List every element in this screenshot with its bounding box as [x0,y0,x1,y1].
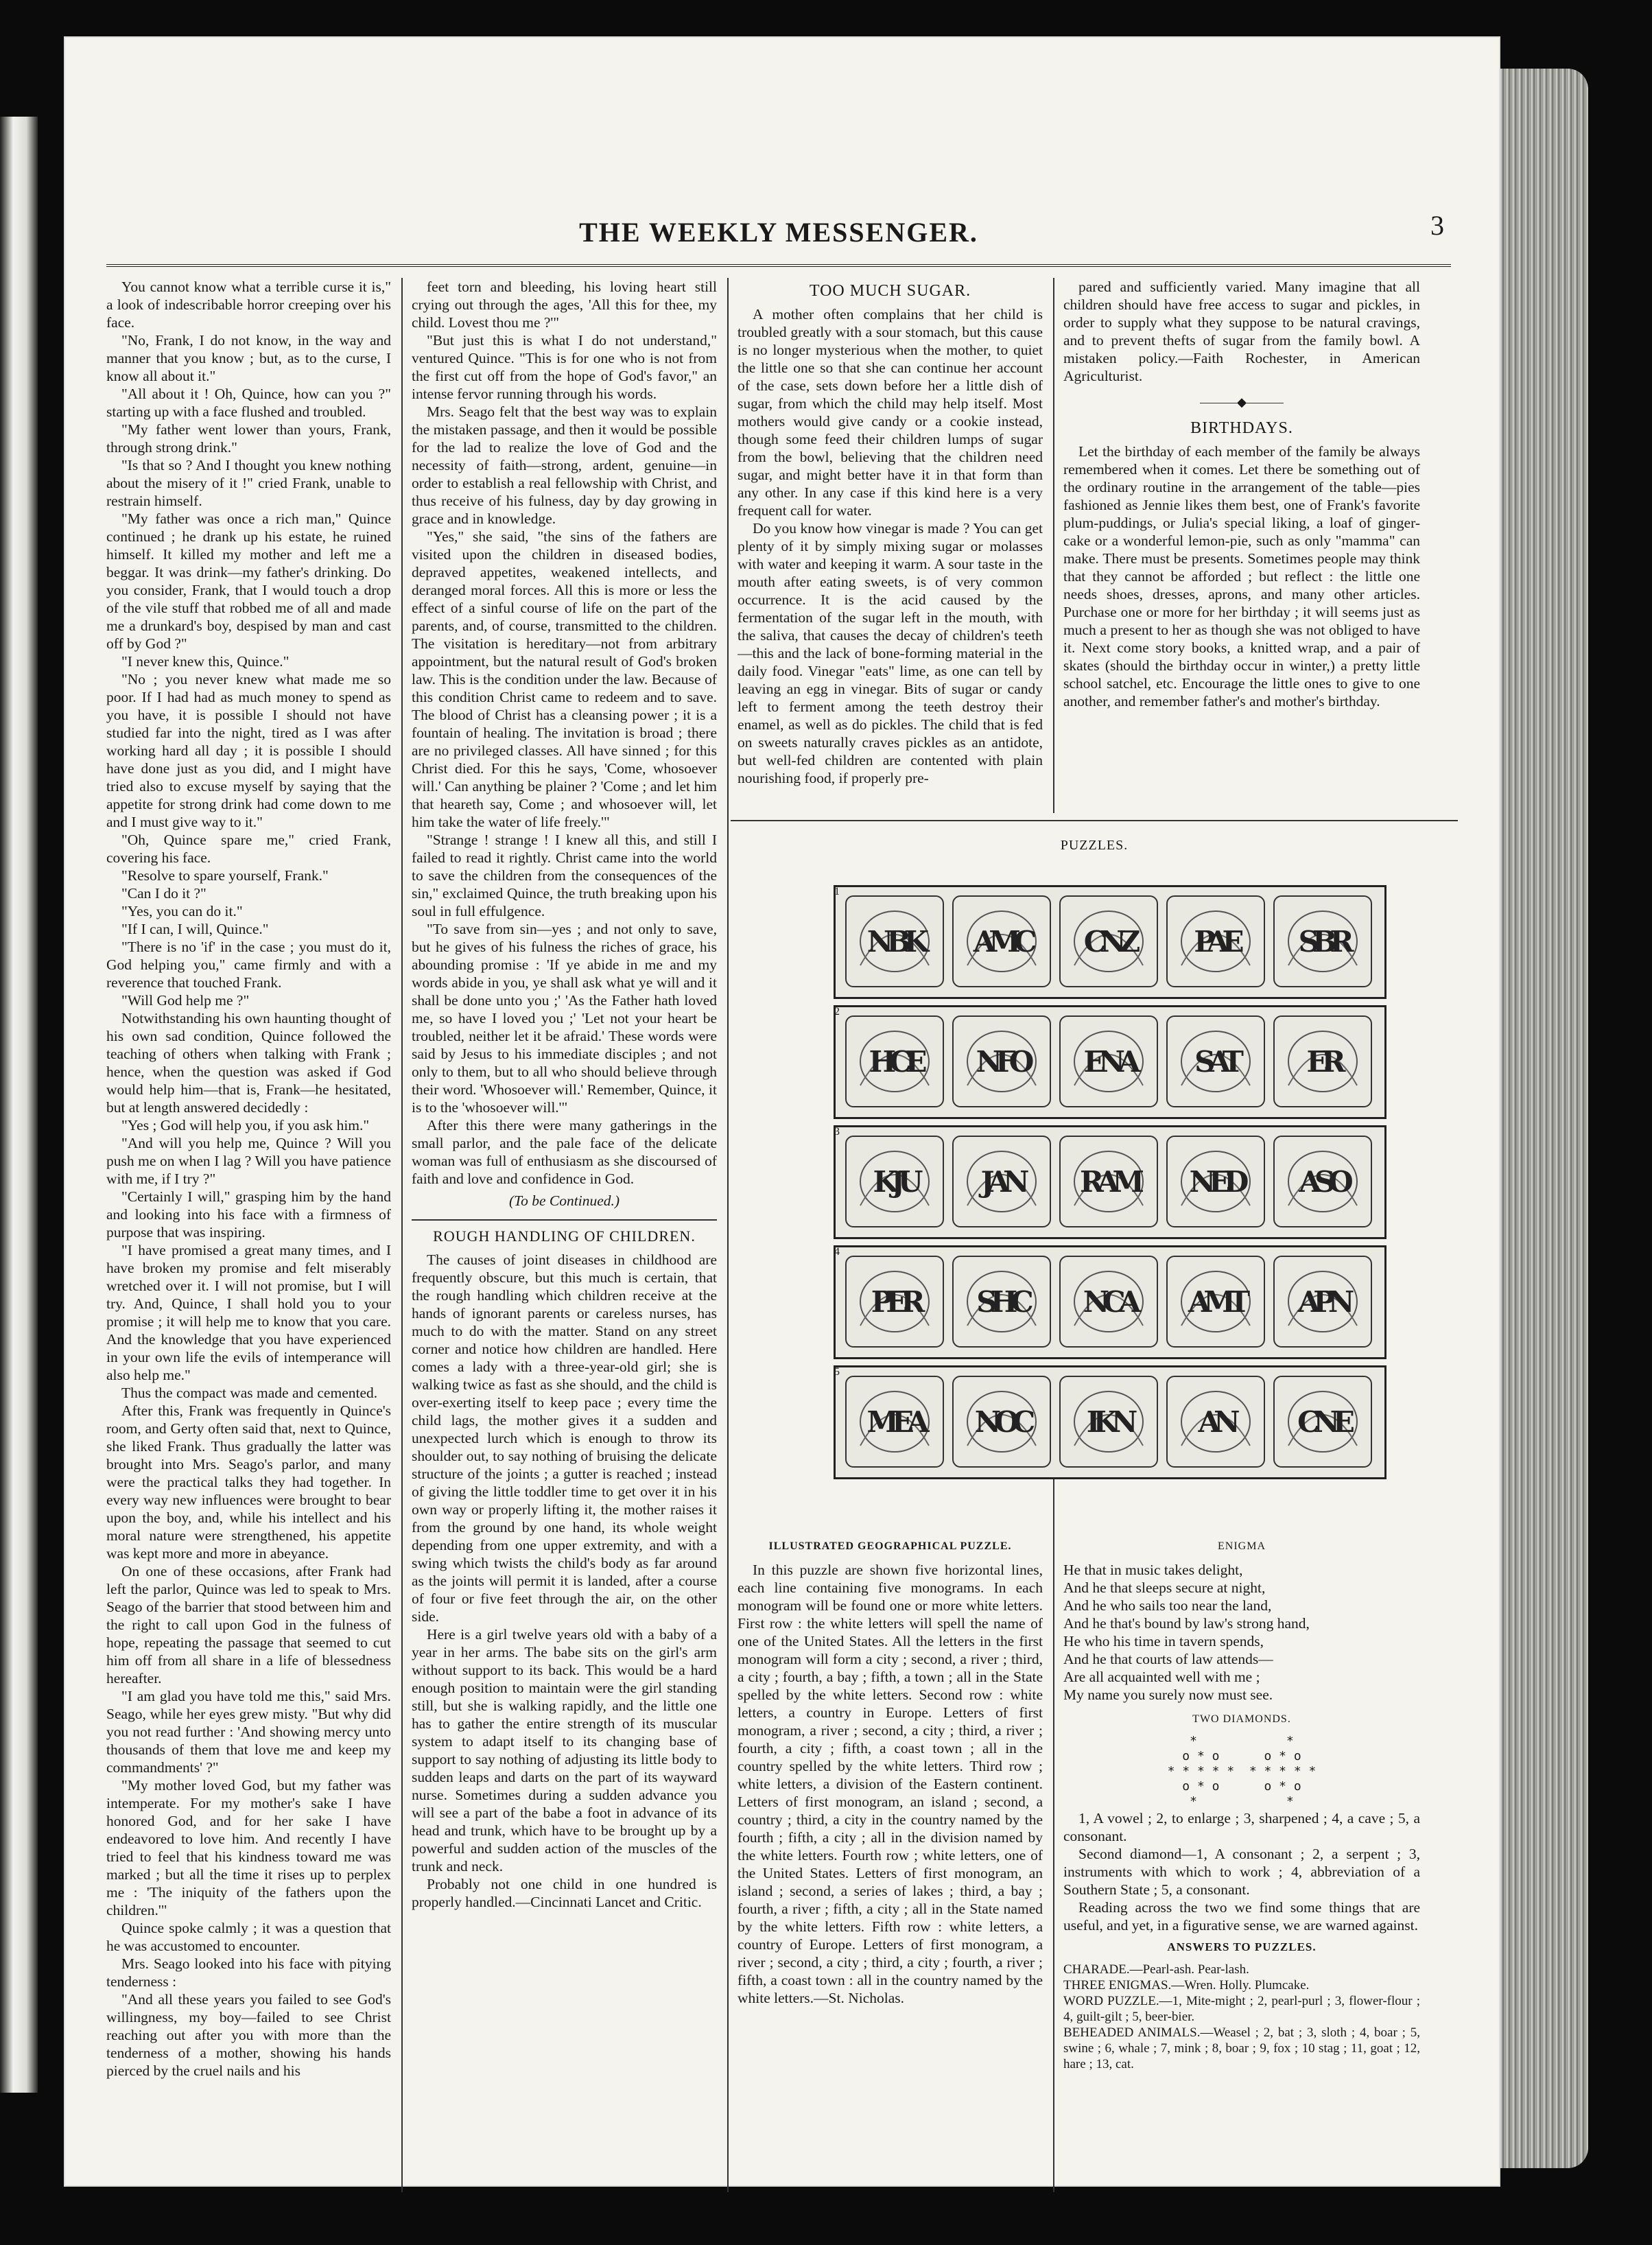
enigma-line: And he that's bound by law's strong hand, [1063,1615,1310,1632]
monogram-letters: MEA [866,1404,923,1439]
story-paragraph: Mrs. Seago looked into his face with pitying tenderness : [106,1955,391,1990]
puzzle-row-number: 3 [834,1126,840,1138]
story-paragraph: Quince spoke calmly ; it was a question that he was accustomed to encounter. [106,1920,391,1954]
answer-item: WORD PUZZLE.—1, Mite-might ; 2, pearl-purl ; 3, flower-flour ; 4, guilt-gilt ; 5, beer-bier. [1063,1994,1420,2024]
monogram-letters: ENA [1083,1044,1134,1079]
story-paragraph: "And all these years you failed to see God's willingness, my boy—failed to see Christ reaching out after you with more than the tenderness of a mother, showing his hands pierced by the cruel nails and his [106,1991,391,2079]
diamond-line: * * [1190,1734,1294,1748]
puzzle-row-number: 4 [834,1246,840,1258]
monogram-letters: CNZ [1083,924,1134,959]
story-paragraph: "Yes," she said, "the sins of the fathers are visited upon the children in diseased bodies, depraved appetites, weakened intellects, and deranged moral forces. All this is more or less the effect of a sinful course of life on the part of the parents, and, of course, transmitted to the children. The visitation is hereditary—not from arbitrary appointment, but the natural result of God's broken law. This is the condition under the law. Because of this condition Christ came to redeem and to save. The blood of Christ has a cleansing power ; it is a fountain of healing. The invitation is broad ; there are no privileged classes. All have sinned ; for this Christ died. For this he says, 'Come, whosoever will.' Can anything be plainer ? 'Come ; and let him that heareth say, Come ; and whosoever will, let him take the water of life freely.'" [412,528,717,830]
answers-title: ANSWERS TO PUZZLES. [1167,1940,1317,1953]
monogram [1273,1376,1372,1468]
story-paragraph: On one of these occasions, after Frank had left the parlor, Quince was led to speak to Mrs. Seago of the barrier that stood between him and the right to call upon God in the fulness of hope, repeating the passage that seemed to cut him off from all share in a life of blessedness hereafter. [106,1563,391,1686]
column-2 [412,278,717,2185]
story-paragraph: "But just this is what I do not understand," ventured Quince. "This is for one who is not from the first cut off from the hope of God's favor," an intense fervor running through his words. [412,332,717,402]
diamond-clues [1063,1809,1420,1934]
enigma-title: ENIGMA [1218,1540,1266,1552]
monogram-letters: JAN [980,1164,1023,1199]
monogram [1059,1376,1158,1468]
story-paragraph: "Certainly I will," grasping him by the hand and looking into his face with a firmness of purpose that was inspiring. [106,1188,391,1241]
puzzle-row-number: 1 [834,886,840,897]
monogram [1273,1015,1372,1107]
puzzle-row [834,885,1386,999]
enigma-line: My name you surely now must see. [1063,1686,1273,1703]
story-paragraph: "Resolve to spare yourself, Frank." [121,867,329,884]
too-much-sugar-title: TOO MUCH SUGAR. [809,282,971,300]
enigma-poem [1063,1561,1420,1704]
monogram-letters: SHC [976,1284,1027,1319]
monogram-letters: SBR [1298,924,1347,959]
monogram [1059,1136,1158,1227]
rough-handling-title: ROUGH HANDLING OF CHILDREN. [433,1227,696,1245]
enigma-line: He that in music takes delight, [1063,1562,1243,1578]
article-paragraph: pared and sufficiently varied. Many imagine that all children should have free access to sugar and pickles, in order to supply what they suppose to be natural cravings, and to prevent thefts of sugar from the family bowl. A mistaken policy.—Faith Rochester, in American Agriculturist. [1063,279,1420,384]
monogram [1166,1136,1265,1227]
puzzle-row-number: 2 [834,1006,840,1018]
monogram [845,1136,944,1227]
monogram-letters: NED [1189,1164,1242,1199]
enigma-line: Are all acquainted well with me ; [1063,1669,1260,1685]
answers-list [1063,1962,1420,2072]
sugar-article-end [1063,278,1420,385]
story-paragraph: "No ; you never knew what made me so poor. If I had had as much money to spend as you have, it is possible I should not have studied far into the night, tired as I was after working hard all day ; it is possible I should have done just as you did, and I might have tried also to excuse myself by saying that the appetite for strong drink had come down to me and I must give way to it." [106,671,391,830]
too-much-sugar-article [738,305,1043,787]
puzzles-top-rule [731,820,1458,821]
story-paragraph: After this, Frank was frequently in Quince's room, and Gerty often said that, next to Quince, she liked Frank. Thus gradually the latter was brought into Mrs. Seago's parlor, and many were the practical talks they had together. In every way new influences were brought to bear upon the boy, and, while his intellect and his moral nature were strengthened, his appetite was kept more and more in abeyance. [106,1402,391,1562]
story-paragraph: "If I can, I will, Quince." [121,921,269,937]
story-paragraph: "I never knew this, Quince." [121,653,290,670]
monogram [845,1256,944,1348]
story-paragraph: You cannot know what a terrible curse it is," a look of indescribable horror creeping over his face. [106,279,391,331]
rough-handling-article [412,1251,717,1911]
monogram [1273,895,1372,987]
page-header [106,196,1451,267]
story-paragraph: Thus the compact was made and cemented. [121,1385,378,1401]
monogram-letters: HCE [869,1044,921,1079]
story-paragraph: "No, Frank, I do not know, in the way and manner that you know ; but, as to the curse, I know all about it." [106,332,391,384]
story-paragraph: "Yes, you can do it." [121,903,243,919]
story-paragraph: "Is that so ? And I thought you knew nothing about the misery of it !" cried Frank, unable to restrain himself. [106,457,391,509]
monogram-letters: APN [1297,1284,1348,1319]
to-be-continued: (To be Continued.) [508,1192,620,1209]
story-paragraph: "My mother loved God, but my father was intemperate. For my mother's sake I have honored God, and for her sake I have endeavored to love him. And recently I have tried to feel that his kindness toward me was marked ; but all the time it rises up to perplex me : 'The iniquity of the fathers upon the children.'" [106,1777,391,1918]
enigma-column [1063,1533,1420,2185]
story-paragraph: Notwithstanding his own haunting thought of his own sad condition, Quince followed the teaching of others when talking with Frank ; hence, when the question was asked if God would help him—that is, Frank—he hesitated, but at length answered decidedly : [106,1010,391,1116]
column-rule-3 [1053,278,1054,813]
page-number: 3 [1430,210,1444,241]
monogram [1059,1015,1158,1107]
monogram [1166,895,1265,987]
story-paragraph: "My father was once a rich man," Quince continued ; he drank up his estate, he ruined himself. It killed my mother and left me a beggar. It was drink—my father's drinking. Do you consider, Frank, that I would touch a drop of the vile stuff that robbed me of all and made me a drunkard's boy, despised by man and cast off by God ?" [106,510,391,652]
two-diamonds-title: TWO DIAMONDS. [1192,1713,1291,1725]
monogram [845,895,944,987]
puzzles-title: PUZZLES. [1060,838,1129,853]
monogram [952,895,1051,987]
monogram-letters: ASO [1299,1164,1347,1199]
monogram [845,1015,944,1107]
birthdays-article: Let the birthday of each member of the family be always remembered when it comes. Let there be something out of the ordinary routine in the arrangement of the table—pies fashioned as Jennie likes them best, one of Frank's favorite plum-puddings, or Julia's special liking, a loaf of ginger-cake or a wonderful lemon-pie, such as only "mamma" can make. There must be presents. Sometimes people may think that they cannot be afforded ; but reflect : the little one needs shoes, dresses, aprons, and many other articles. Purchase one or more for her birthday ; it will seems just as much a present to her as though she was not obliged to have it. Next come story books, a knitted wrap, and a pair of skates (should the birthday occur in winter,) a pretty little school satchel, etc. Encourage the little ones to give to one another, and remember father's and mother's birthday. [1063,443,1420,709]
diamond-line: * * [1190,1794,1294,1809]
geo-puzzle-title: ILLUSTRATED GEOGRAPHICAL PUZZLE. [768,1540,1012,1552]
enigma-line: He who his time in tavern spends, [1063,1633,1264,1649]
monogram-letters: RAM [1080,1164,1137,1199]
puzzle-row [834,1005,1386,1119]
story-paragraph: Mrs. Seago felt that the best way was to explain the mistaken passage, and then it would be possible for the lad to realize the love of God and the necessity of faith—strong, ardent, genuine—in order to establish a real fellowship with Christ, and thus receive of his fulness, day by day growing in grace and in knowledge. [412,403,717,527]
monogram-letters: NBK [866,924,923,959]
story-paragraph: "I have promised a great many times, and I have broken my promise and felt miserably wretched over it. I will not promise, but I will try. And, Quince, I shall hold you to your promise ; it will help me to know that you care. And the knowledge that you have experienced in your own life the evils of intemperance will also help me." [106,1242,391,1383]
monogram-puzzle-illustration [834,885,1382,1503]
puzzle-row [834,1365,1386,1479]
article-paragraph: The causes of joint diseases in childhood are frequently obscure, but this much is certain, that the rough handling which children receive at the hands of ignorant parents or careless nurses, has much to do with the matter. Stand on any street corner and notice how children are handled. Here comes a lady with a three-year-old girl; she is walking twice as fast as she should, and the child is over-exerting itself to keep pace ; every time the child lags, the mother gives it a sudden and unexpected lurch which is enough to throw its shoulder out, to say nothing of bruising the delicate structure of the joints ; a gutter is reached ; instead of giving the little toddler time to get over it in his own way or properly lifting it, the mother raises it from the ground by one hand, its whole weight depending from one upper extremity, and with a swing which twists the child's body as far around as the joints will permit it is landed, after a course of four or five feet through the air, on the other side. [412,1251,717,1625]
diamond-line: o * o o * o [1182,1749,1301,1763]
story-paragraph: "All about it ! Oh, Quince, how can you ?" starting up with a face flushed and troubled. [106,386,391,420]
puzzle-row [834,1125,1386,1239]
story-paragraph: "To save from sin—yes ; and not only to save, but he gives of his fulness the riches of grace, his abounding promise : 'If ye abide in me and my words abide in you, ye shall ask what ye will and it shall be done unto you ;' 'As the Father hath loved me, so have I loved you ;' 'Let not your heart be troubled, neither let it be afraid.' These words were said by Jesus to his immediate disciples ; and not only to them, but to all who should believe through their word. 'Whosoever will.' Remember, Quince, it is to the 'whosoever will.'" [412,921,717,1116]
diamond-line: o * o o * o [1182,1779,1301,1794]
geo-puzzle-text: In this puzzle are shown five horizontal lines, each line containing five monograms. In each monogram will be found one or more white letters. First row : the white letters will spell the name of one of the United States. All the letters in the first monogram will form a city ; second, a river ; third, a city ; fourth, a bay ; fifth, a town ; all in the State spelled by the white letters. Second row : white letters, a country in Europe. Letters of first monogram, a river ; second, a city ; third, a river ; fourth, a city ; fifth, a coast town ; all in the country spelled by the white letters. Third row ; white letters, a division of the Eastern continent. Letters of first monogram, an island ; second, a country ; third, a city in the country named by the fourth ; fifth, a city ; all in the division named by the white letters. Fourth row ; white letters, one of the United States. Letters of first monogram, an island ; second, a series of lakes ; third, a bay ; fourth, a river ; fifth, a city ; all in the State named by the white letters. Fifth row : white letters, a country of Europe. Letters of first monogram, a river ; second, a city ; third, a city ; fourth, a river ; fifth, a coast town : all in the country named by the white letters.—St. Nicholas. [738,1562,1043,2006]
monogram [1273,1256,1372,1348]
story-paragraph: "And will you help me, Quince ? Will you push me on when I lag ? Will you have patience with me, if I try ?" [106,1135,391,1187]
story-paragraph: feet torn and bleeding, his loving heart still crying out through the ages, 'All this for thee, my child. Lovest thou me ?'" [412,279,717,331]
story-paragraph: "There is no 'if' in the case ; you must do it, God helping you," came firmly and with a reverence that touched Frank. [106,939,391,991]
story-paragraph: "My father went lower than yours, Frank, through strong drink." [106,421,391,456]
puzzle-row [834,1245,1386,1359]
answer-item: CHARADE.—Pearl-ash. Pear-lash. [1063,1962,1249,1977]
monogram-letters: NCA [1083,1284,1135,1319]
monogram-letters: NOC [974,1404,1029,1439]
birthdays-title: BIRTHDAYS. [1190,419,1293,437]
article-paragraph: Here is a girl twelve years old with a baby of a year in her arms. The babe sits on the girl's arm without support to its back. This would be a hard enough position to maintain were the girl standing still, but she is walking rapidly, and the little one has to gather the entire strength of its muscular system to adapt itself to its changing base of support to say nothing of adjusting its little body to sudden leaps and darts on the part of its wayward nurse. Sometimes during a sudden advance you will see a part of the babe a foot in advance of its head and trunk, which have to be brought up by a powerful and sudden action of the muscles of the trunk and neck. [412,1626,717,1874]
monogram-letters: AN [1198,1404,1234,1439]
monogram [952,1376,1051,1468]
monogram [1059,1256,1158,1348]
masthead-title: THE WEEKLY MESSENGER. [579,217,978,248]
diamond-figure [1063,1734,1420,1809]
diamond-clue: 1, A vowel ; 2, to enlarge ; 3, sharpened ; 4, a cave ; 5, a consonant. [1063,1810,1420,1844]
monogram [1166,1376,1265,1468]
diamond-clue: Reading across the two we find some things that are useful, and yet, in a figurative sense, we are warned against. [1063,1899,1420,1933]
column-4 [1063,278,1420,813]
column-rule-2 [727,278,729,2192]
puzzle-row-number: 5 [834,1366,840,1378]
previous-page-edge [0,117,38,2093]
enigma-line: And he that courts of law attends— [1063,1651,1273,1667]
answer-item: BEHEADED ANIMALS.—Weasel ; 2, bat ; 3, sloth ; 4, boar ; 5, swine ; 6, whale ; 7, mink ; 8, boar ; 9, fox ; 10 stag ; 11, goat ; 12, hare ; 13, cat. [1063,2025,1420,2071]
story-paragraph: "Will God help me ?" [121,992,250,1009]
story-paragraph: "Can I do it ?" [121,885,206,902]
monogram [952,1015,1051,1107]
monogram [1059,895,1158,987]
monogram-letters: SAT [1194,1044,1237,1079]
monogram-letters: NFO [976,1044,1028,1079]
answer-item: THREE ENIGMAS.—Wren. Holly. Plumcake. [1063,1978,1310,1993]
monogram [1166,1256,1265,1348]
enigma-line: And he that sleeps secure at night, [1063,1579,1266,1596]
story-continuation [412,278,717,1188]
monogram [952,1256,1051,1348]
story-paragraph: "I am glad you have told me this," said Mrs. Seago, while her eyes grew misty. "But why did you not read further : 'And showing mercy unto thousands of them that love me and keep my commandments' ?" [106,1688,391,1776]
column-1-story [106,278,391,2185]
article-paragraph: A mother often complains that her child is troubled greatly with a sour stomach, but this cause is no longer mysterious when the mother, to quiet the little one so that she can continue her account of the case, sets down before her a little dish of sugar, from which the child may help itself. Most mothers would give candy or a cookie instead, though some feed their children lumps of sugar from the bowl, believing that the children need sugar, and might better have it in that form than any other. In any case if this kind here is a very frequent call for water. [738,306,1043,519]
monogram-letters: IKN [1086,1404,1131,1439]
monogram [1273,1136,1372,1227]
enigma-line: And he who sails too near the land, [1063,1597,1272,1614]
monogram-letters: AMC [973,924,1030,959]
article-paragraph: Do you know how vinegar is made ? You can get plenty of it by simply mixing sugar or molasses with water and keeping it warm. A sour taste in the mouth after eating sweets, is of very common occurrence. It is the acid caused by the fermentation of the sugar left in the mouth, with the saliva, that causes the decay of children's teeth—this and the lack of bone-forming material in the daily food. Vinegar "eats" lime, as one can tell by leaving an egg in vinegar. Bits of sugar or candy left to ferment among the teeth destroy their enamel, as well as do pickles. The child that is fed on sweets naturally craves pickles as an antidote, but well-fed children are contented with plain nourishing food, if properly pre- [738,520,1043,786]
column-rule-1 [401,278,403,2192]
monogram [1166,1015,1265,1107]
diamond-clue: Second diamond—1, A consonant ; 2, a serpent ; 3, instruments with which to work ; 4, abbreviation of a Southern State ; 5, a consonant. [1063,1846,1420,1898]
monogram-letters: PER [871,1284,919,1319]
monogram [952,1136,1051,1227]
column-3 [738,278,1043,813]
story-paragraph: After this there were many gatherings in the small parlor, and the pale face of the delicate woman was full of enthusiasm as she discoursed of faith and love and confidence in God. [412,1117,717,1187]
diamond-line: * * * * * * * * * * [1167,1764,1317,1778]
geographical-puzzle [738,1533,1043,2185]
monogram-letters: ER [1306,1044,1339,1079]
monogram-letters: KJU [873,1164,917,1199]
article-paragraph: Probably not one child in one hundred is properly handled.—Cincinnati Lancet and Critic. [412,1876,717,1910]
story-paragraph: "Oh, Quince spare me," cried Frank, covering his face. [106,832,391,866]
monogram [845,1376,944,1468]
book-page-edges [1499,69,1588,2168]
monogram-letters: AMT [1188,1284,1244,1319]
monogram-letters: PAE [1194,924,1238,959]
story-paragraph: "Yes ; God will help you, if you ask him." [121,1117,370,1133]
story-paragraph: "Strange ! strange ! I knew all this, and still I failed to read it rightly. Christ came into the world to save the children from the consequences of the sin," exclaimed Quince, the truth breaking upon his soul in full effulgence. [412,832,717,919]
monogram-letters: CNE [1297,1404,1348,1439]
section-divider: ———◆——— [1200,395,1284,409]
newspaper-page [65,38,1499,2185]
